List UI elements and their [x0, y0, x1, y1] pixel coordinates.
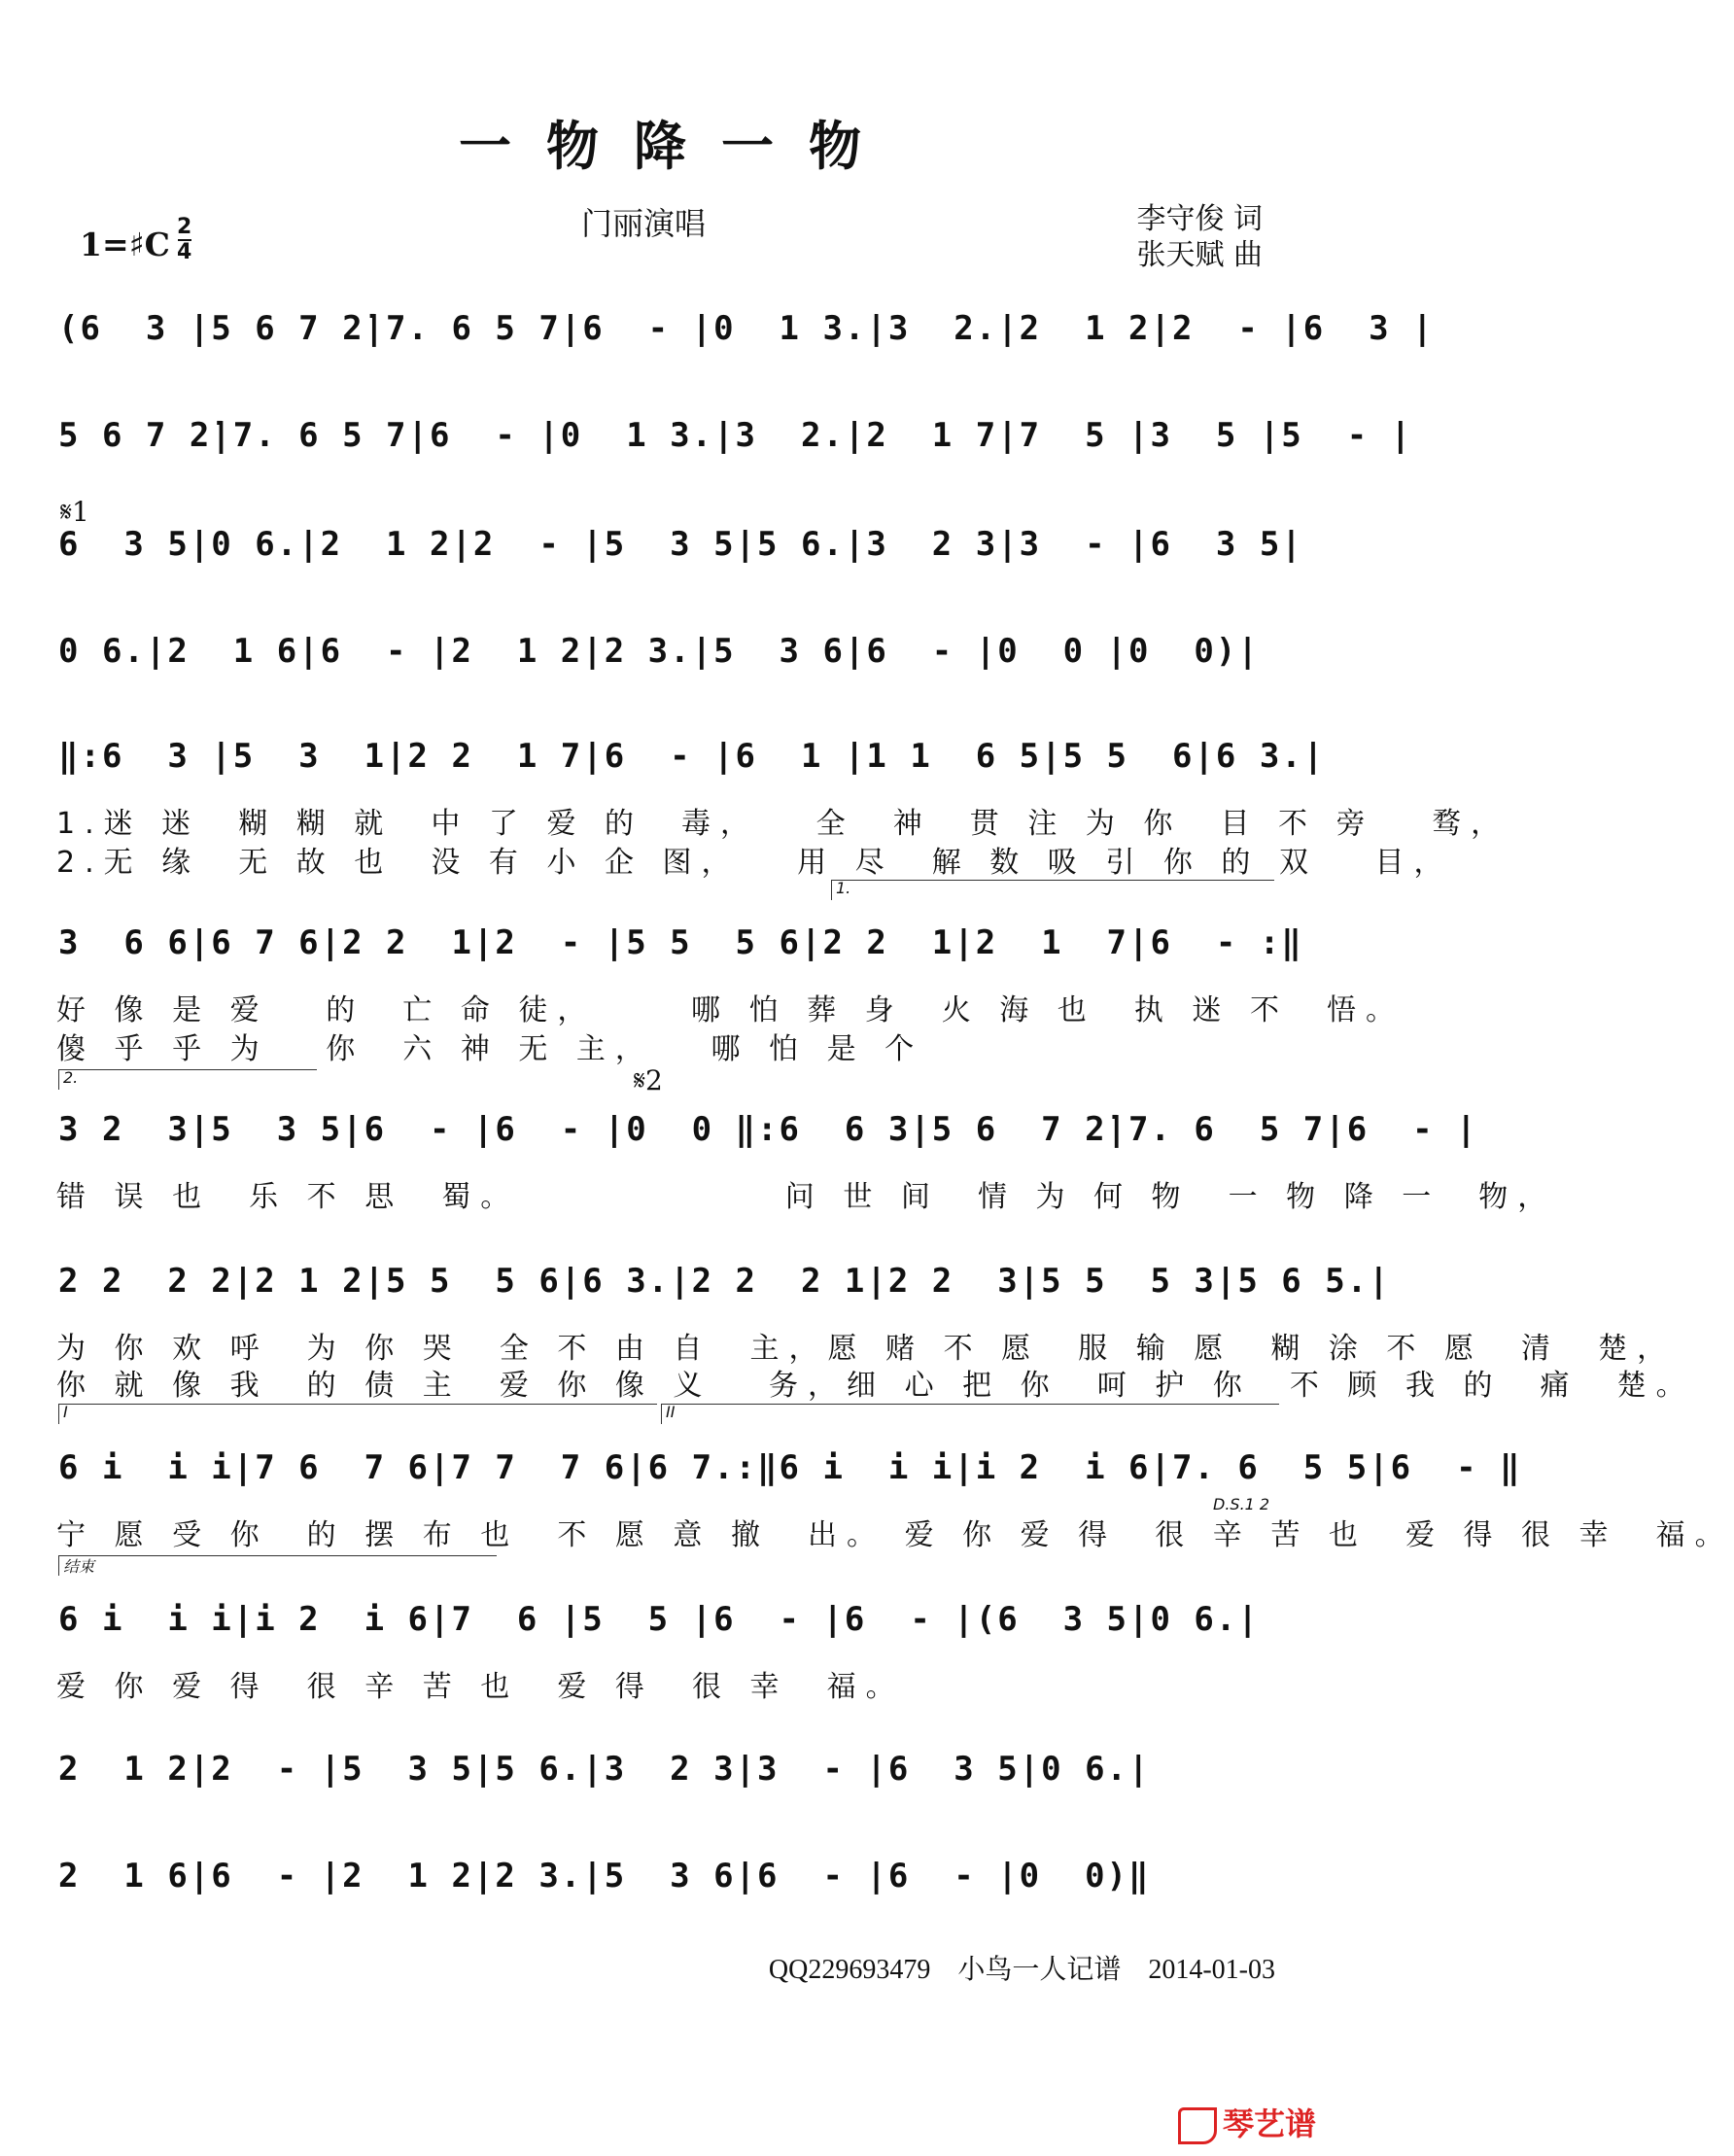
lyric-verse-2: 2.无 缘 无 故 也 没 有 小 企 图， 用 尽 解 数 吸 引 你 的 双 目，: [56, 846, 1453, 880]
lyric-verse-2: 傻 乎 乎 为 你 六 神 无 主， 哪 怕 是 个: [56, 1032, 924, 1066]
staff-row-8: [58, 1252, 1391, 1310]
staff-row-4: [58, 622, 1293, 680]
staff-row-10: [58, 1590, 1293, 1649]
notation: ‖:6 3 |5 3 1|2 2 1 7|6 - |6 1 |1 1 6 5|5 5 6|6 3.|: [58, 737, 1326, 776]
composer-credit: 张天赋 曲: [1136, 238, 1263, 272]
ending-bracket: 结束: [58, 1555, 497, 1576]
singer-credit: 门丽演唱: [580, 205, 706, 242]
notation: 2 2 2 2|2 1 2|5 5 5 6|6 3.|2 2 2 1|2 2 3|5 5 5 3|5 6 5.|: [58, 1262, 1391, 1301]
staff-row-1: [58, 299, 1435, 358]
notation: (6 3 |5 6 7 2̇|7. 6 5 7|6 - |0 1 3.|3 2.|2 1 2|2 - |6 3 |: [58, 309, 1435, 348]
song-title: 一物降一物: [459, 115, 896, 177]
volta-first-ending: 1.: [831, 880, 1274, 900]
notation: 6 i i i|i 2 i 6|7 6 |5 5 |6 - |6 - |(6 3 5|0 6.|: [58, 1600, 1260, 1639]
lyric-line: 宁 愿 受 你 的 摆 布 也 不 愿 意 撤 出。 爱 你 爱 得 很 辛 苦 也 爱 得 很 幸 福。: [56, 1518, 1734, 1552]
dal-segno-mark: D.S.1 2: [1213, 1495, 1270, 1513]
key-signature: 1=♯C: [80, 226, 170, 263]
staff-row-3: [58, 515, 1303, 574]
notation: 6 3 5|0 6.|2 1 2|2 - |5 3 5|5 6.|3 2 3|3 - |6 3 5|: [58, 525, 1303, 564]
segno-2: 𝄋2: [634, 1064, 663, 1096]
notation: 3 6 6|6 7 6|2 2 1|2 - |5 5 5 6|2 2 1|2 1 7|6 - :‖: [58, 923, 1303, 962]
notation: 3 2 3|5 3 5|6 - |6 - |0 0 ‖:6 6 3|5 6 7 2̇|7. 6 5 7|6 - |: [58, 1110, 1478, 1149]
lyric-verse-2: 你 就 像 我 的 债 主 爱 你 像 义 务，细 心 把 你 呵 护 你 不 顾 我 的 痛 楚。: [56, 1369, 1695, 1403]
logo-icon: [1178, 2107, 1217, 2144]
lyric-verse-1: 1.迷 迷 糊 糊 就 中 了 爱 的 毒， 全 神 贯 注 为 你 目 不 旁 骛，: [56, 807, 1510, 841]
staff-row-9: [58, 1439, 1522, 1497]
segno-1: 𝄋1: [60, 496, 89, 528]
lyric-line: 爱 你 爱 得 很 辛 苦 也 爱 得 很 幸 福。: [56, 1670, 905, 1704]
time-bottom: 4: [177, 240, 192, 264]
staff-row-12: [58, 1847, 1293, 1905]
lyricist-credit: 李守俊 词: [1136, 202, 1263, 236]
staff-row-11: [58, 1740, 1293, 1798]
staff-row-7: [58, 1100, 1478, 1159]
volta-second-ending: 2.: [58, 1069, 317, 1090]
staff-row-6: [58, 914, 1303, 972]
volta-II: II: [661, 1404, 1279, 1424]
footer-credit: QQ229693479 小鸟一人记谱 2014-01-03: [768, 1955, 1275, 1985]
volta-I: I: [58, 1404, 657, 1424]
notation: 2 1 6|6 - |2 1 2|2 3.|5 3 6|6 - |6 - |0 0)‖: [58, 1857, 1151, 1895]
lyric-verse-1: 为 你 欢 呼 为 你 哭 全 不 由 自 主，愿 赌 不 愿 服 输 愿 糊 涂 不 愿 清 楚，: [56, 1332, 1677, 1366]
staff-row-5: [58, 727, 1326, 785]
notation: 5 6 7 2̇|7. 6 5 7|6 - |0 1 3.|3 2.|2 1 7|7 5 |3 5 |5 - |: [58, 416, 1413, 455]
time-top: 2: [177, 215, 192, 239]
lyric-line: 错 误 也 乐 不 思 蜀。 问 世 间 情 为 何 物 一 物 降 一 物，: [56, 1180, 1557, 1214]
lyric-verse-1: 好 像 是 爱 的 亡 命 徒， 哪 怕 葬 身 火 海 也 执 迷 不 悟。: [56, 993, 1405, 1027]
notation: 6 i i i|7 6 7 6|7 7 7 6|6 7.:‖6 i i i|i 2 i 6|7. 6 5 5|6 - ‖: [58, 1448, 1522, 1487]
time-signature: [177, 216, 191, 264]
notation: 0 6.|2 1 6|6 - |2 1 2|2 3.|5 3 6|6 - |0 0 |0 0)|: [58, 632, 1260, 671]
staff-row-2: [58, 406, 1413, 465]
notation: 2 1 2|2 - |5 3 5|5 6.|3 2 3|3 - |6 3 5|0 6.|: [58, 1750, 1151, 1789]
site-logo: 琴艺谱: [1178, 2100, 1316, 2144]
